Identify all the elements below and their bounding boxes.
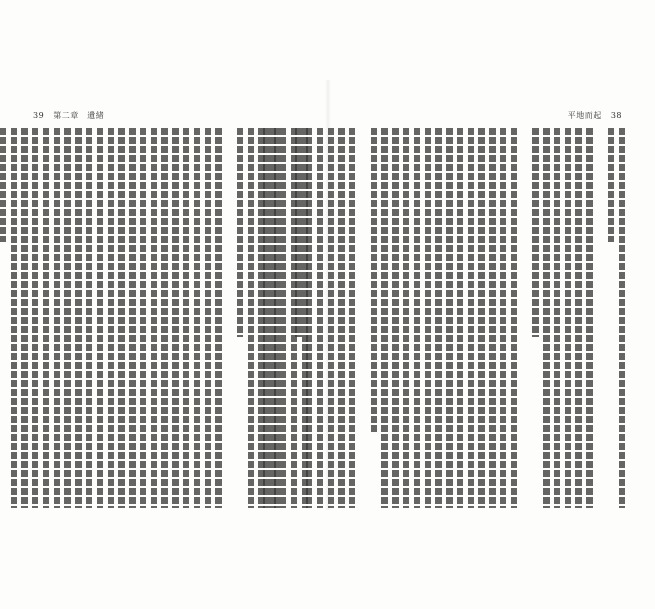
text-column-placeholder xyxy=(11,128,17,508)
text-column-placeholder xyxy=(97,128,103,508)
text-column-placeholder xyxy=(381,128,387,508)
text-column-placeholder xyxy=(619,128,625,508)
text-column-placeholder xyxy=(425,128,431,508)
text-column-placeholder xyxy=(263,128,269,508)
text-column-placeholder xyxy=(457,128,463,508)
text-column-placeholder xyxy=(183,128,189,508)
right-page-number: 38 xyxy=(610,111,622,120)
text-column-placeholder xyxy=(64,128,70,508)
text-column-placeholder xyxy=(306,128,312,508)
text-column-placeholder xyxy=(478,128,484,508)
text-column-placeholder xyxy=(284,128,290,508)
text-column-placeholder xyxy=(215,128,221,508)
text-column-placeholder xyxy=(554,128,560,508)
text-column-placeholder xyxy=(75,128,81,508)
text-column-placeholder xyxy=(43,128,49,508)
left-running-head xyxy=(33,110,110,121)
text-column-placeholder xyxy=(194,128,200,508)
text-column-placeholder xyxy=(237,128,243,337)
text-column-placeholder xyxy=(274,128,280,508)
text-column-placeholder xyxy=(140,128,146,508)
text-column-placeholder xyxy=(248,128,254,508)
text-column-placeholder xyxy=(108,128,114,508)
right-page-text-block xyxy=(350,128,625,508)
text-column-placeholder xyxy=(21,128,27,508)
text-column-placeholder xyxy=(597,128,603,508)
text-column-placeholder xyxy=(0,128,6,242)
text-column-placeholder xyxy=(32,128,38,508)
text-column-placeholder xyxy=(468,128,474,508)
text-column-placeholder xyxy=(317,128,323,508)
text-column-placeholder xyxy=(522,128,528,508)
text-column-placeholder xyxy=(565,128,571,508)
text-column-placeholder xyxy=(403,128,409,508)
text-column-placeholder xyxy=(360,128,366,508)
text-column-placeholder xyxy=(54,128,60,508)
text-column-placeholder xyxy=(543,128,549,508)
text-column-placeholder xyxy=(129,128,135,508)
left-page-number: 39 xyxy=(33,111,45,120)
text-column-placeholder xyxy=(328,128,334,508)
text-column-placeholder xyxy=(489,128,495,508)
text-column-placeholder xyxy=(392,128,398,508)
text-column-placeholder xyxy=(151,128,157,508)
text-column-placeholder xyxy=(295,128,301,337)
text-column-placeholder xyxy=(586,128,592,508)
text-column-placeholder xyxy=(435,128,441,508)
text-column-placeholder xyxy=(161,128,167,508)
text-column-placeholder xyxy=(118,128,124,508)
text-column-placeholder xyxy=(511,128,517,508)
right-book-title: 平地而起 xyxy=(567,111,602,120)
text-column-placeholder xyxy=(500,128,506,508)
text-column-placeholder xyxy=(532,128,538,337)
text-column-placeholder xyxy=(446,128,452,508)
text-column-placeholder xyxy=(205,128,211,508)
text-column-placeholder xyxy=(608,128,614,242)
text-column-placeholder xyxy=(86,128,92,508)
right-running-head xyxy=(562,110,622,121)
text-column-placeholder xyxy=(575,128,581,508)
left-chapter-title: 第二章 遺緒 xyxy=(53,111,105,120)
text-column-placeholder xyxy=(226,128,232,508)
text-column-placeholder xyxy=(338,128,344,508)
text-column-placeholder xyxy=(349,128,355,508)
text-column-placeholder xyxy=(371,128,377,432)
text-column-placeholder xyxy=(172,128,178,508)
text-column-placeholder xyxy=(414,128,420,508)
